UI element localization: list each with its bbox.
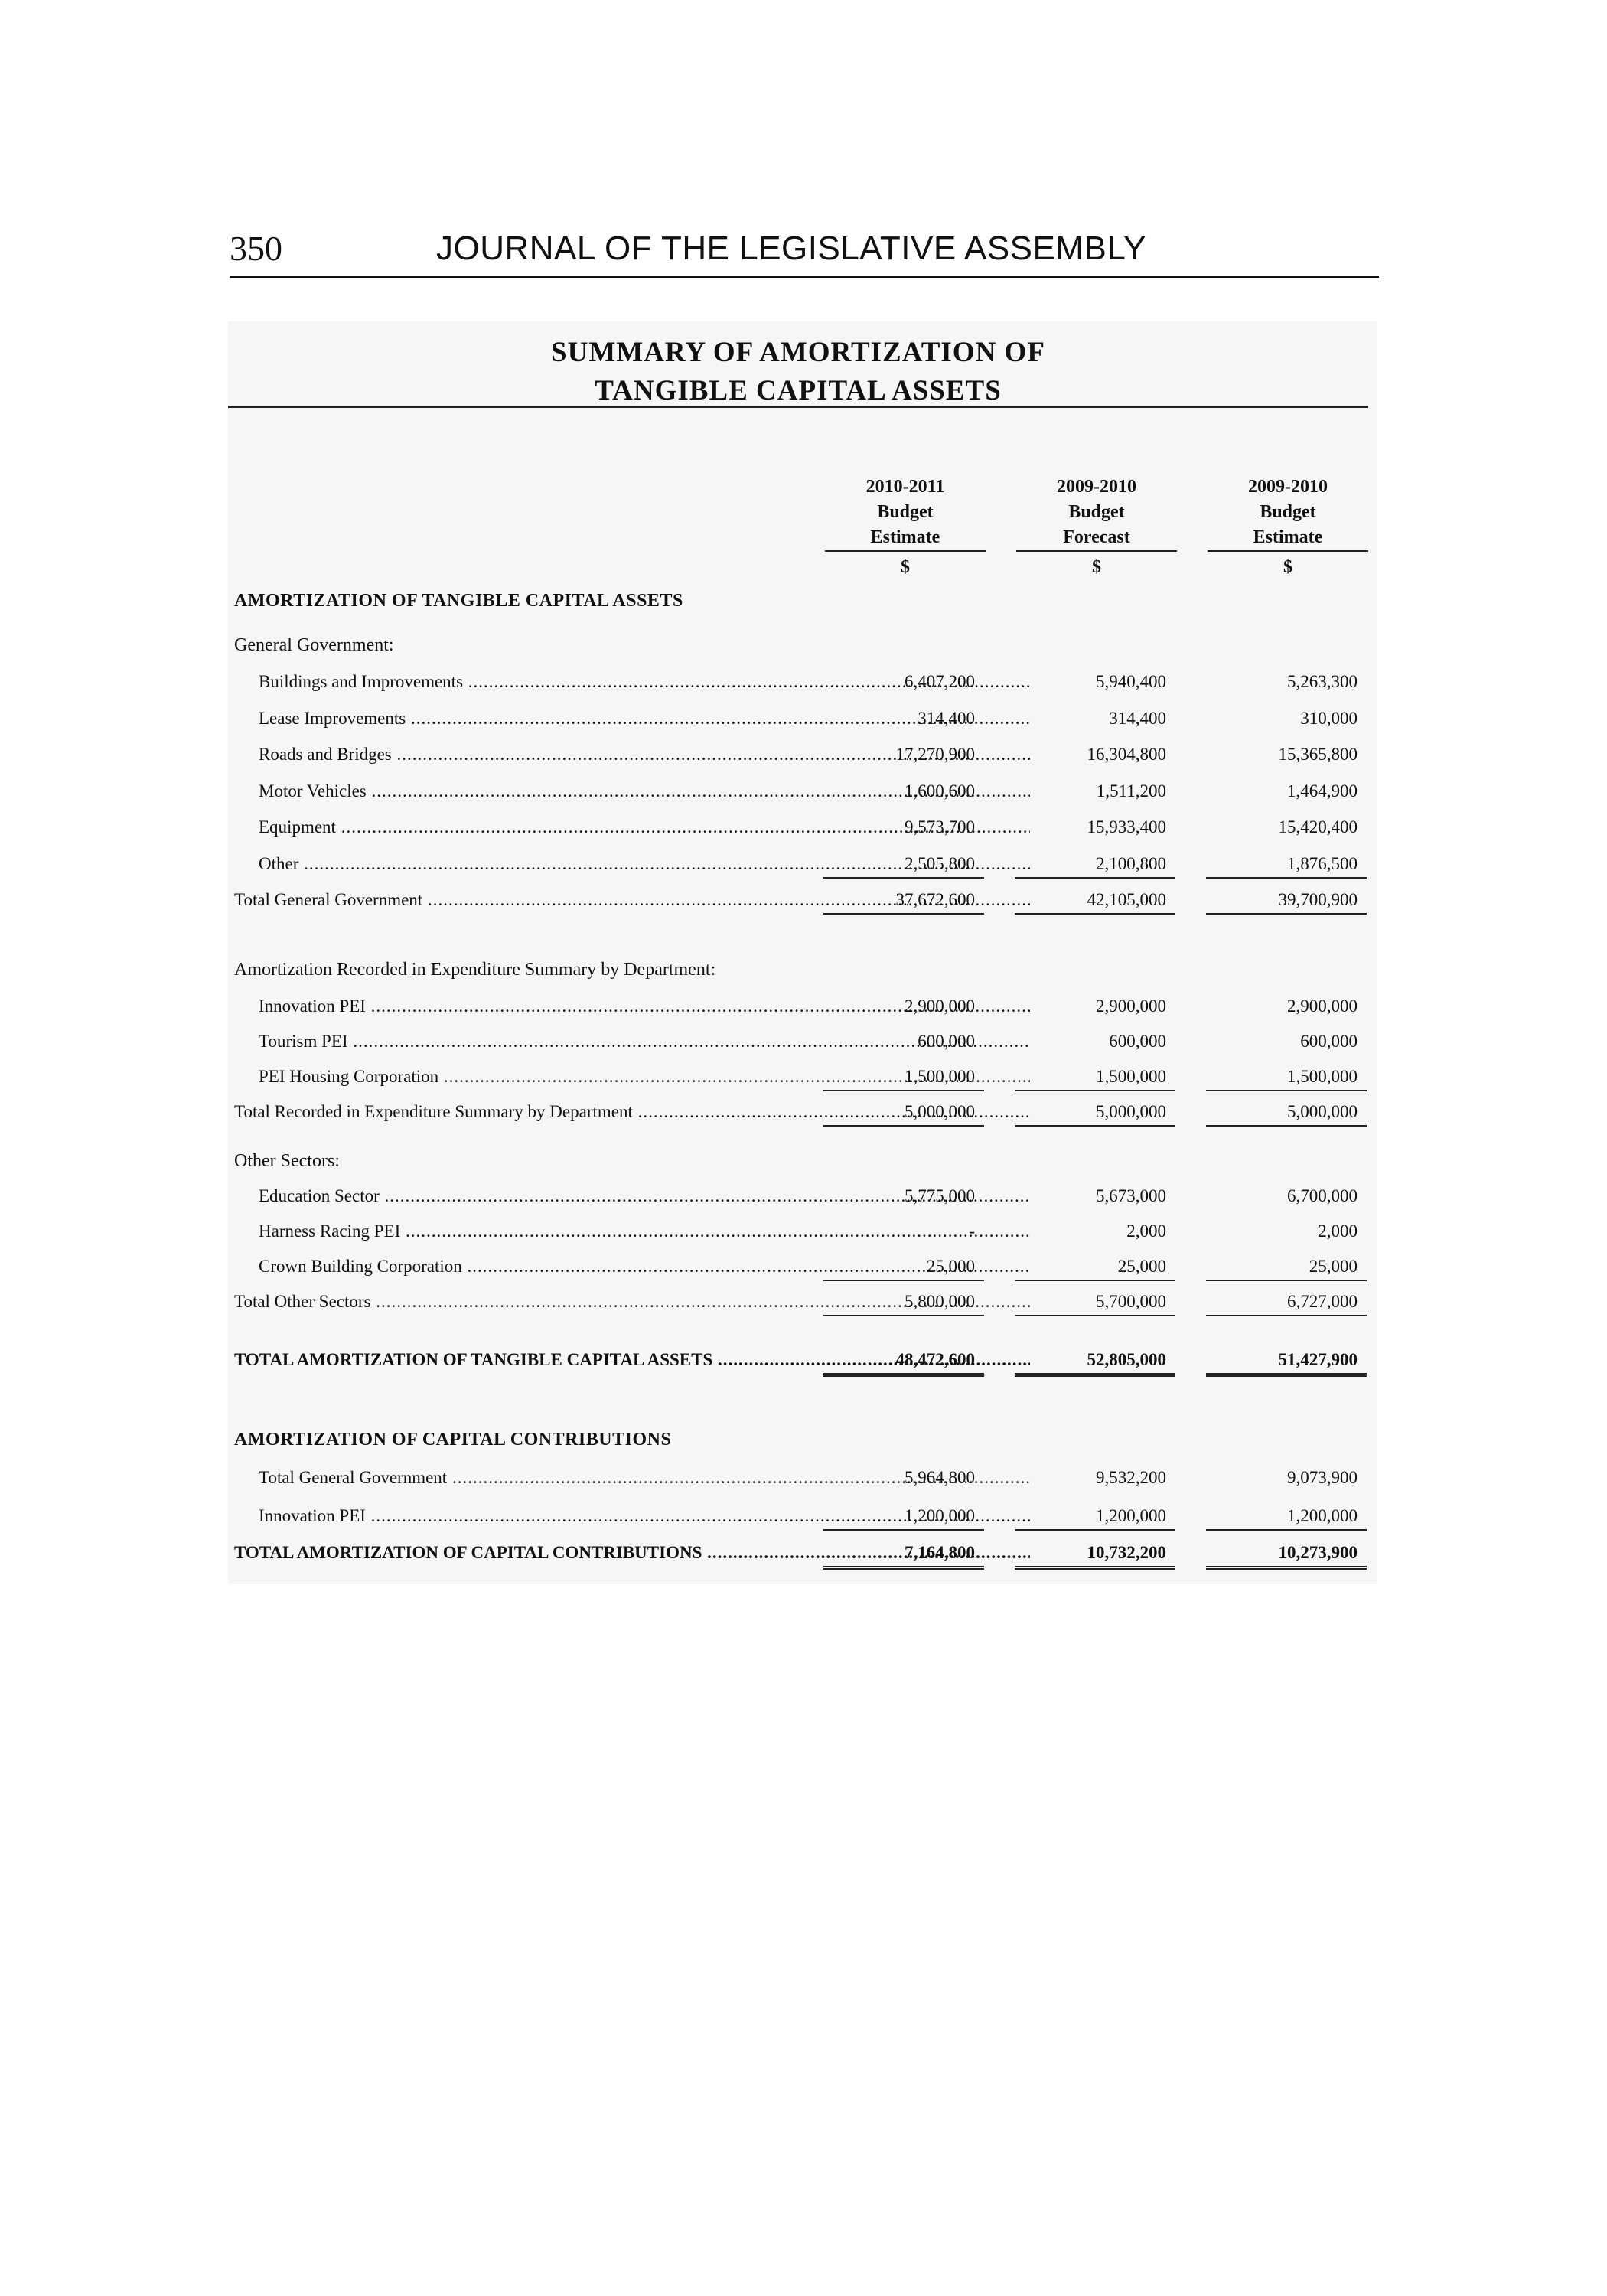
table-row — [228, 706, 1377, 732]
table-row-grand-total-tca — [228, 1347, 1377, 1373]
row-label: Roads and Bridges ..... — [259, 742, 1030, 768]
table-row — [228, 1029, 1377, 1055]
row-value-2009-2010-forecast: 1,511,200 — [1096, 781, 1166, 801]
row-value-2009-2010-estimate: 2,000 — [1318, 1221, 1358, 1241]
row-label: Crown Building Corporation ..... — [259, 1254, 1030, 1280]
section-heading-other-sectors: Other Sectors: — [234, 1151, 340, 1171]
row-label: Total Other Sectors ..... — [234, 1289, 1030, 1315]
row-value-2009-2010-estimate: 15,420,400 — [1278, 817, 1358, 837]
row-value-2010-2011-estimate: 5,800,000 — [823, 1289, 984, 1316]
row-value-2009-2010-forecast: 2,100,800 — [1015, 851, 1175, 879]
column-kind: Estimate — [1208, 525, 1368, 552]
column-type: Budget — [1260, 502, 1316, 522]
table-row — [228, 993, 1377, 1019]
row-value-2009-2010-estimate: 15,365,800 — [1278, 745, 1358, 764]
row-label: Motor Vehicles ..... — [259, 778, 1030, 804]
section-heading-amortization-cc: AMORTIZATION OF CAPITAL CONTRIBUTIONS — [234, 1430, 672, 1450]
table-row — [228, 1503, 1377, 1529]
row-value-2009-2010-estimate: 1,200,000 — [1206, 1503, 1367, 1531]
column-header-2009-2010-forecast — [1016, 475, 1177, 580]
column-type: Budget — [1068, 502, 1125, 522]
column-kind: Estimate — [825, 525, 986, 552]
row-value-2009-2010-forecast: 2,000 — [1126, 1221, 1166, 1241]
row-value-2010-2011-estimate: 1,200,000 — [823, 1503, 984, 1531]
row-label: Innovation PEI ..... — [259, 993, 1030, 1019]
row-value-2010-2011-estimate: 37,672,600 — [823, 887, 984, 915]
row-value-2009-2010-estimate: 9,073,900 — [1287, 1468, 1358, 1487]
row-value-2009-2010-forecast: 2,900,000 — [1096, 996, 1166, 1016]
column-kind: Forecast — [1016, 525, 1177, 552]
column-year: 2009-2010 — [1057, 477, 1136, 497]
row-value-2009-2010-estimate: 5,000,000 — [1206, 1099, 1367, 1127]
column-currency: $ — [901, 557, 910, 577]
page-number: 350 — [230, 229, 282, 268]
table-row-total — [228, 1289, 1377, 1315]
row-value-2010-2011-estimate: 2,900,000 — [905, 996, 975, 1016]
row-value-2009-2010-forecast: 1,500,000 — [1015, 1064, 1175, 1091]
journal-title: JOURNAL OF THE LEGISLATIVE ASSEMBLY — [436, 230, 1146, 267]
row-label: Harness Racing PEI ..... — [259, 1218, 1030, 1244]
column-header-2010-2011-estimate — [825, 475, 986, 580]
row-value-2009-2010-estimate: 25,000 — [1206, 1254, 1367, 1281]
row-value-2009-2010-forecast: 25,000 — [1015, 1254, 1175, 1281]
section-heading-amortization-tca: AMORTIZATION OF TANGIBLE CAPITAL ASSETS — [234, 591, 683, 611]
row-value-2009-2010-forecast: 52,805,000 — [1015, 1347, 1175, 1377]
row-value-2010-2011-estimate: 314,400 — [918, 709, 975, 728]
row-value-2009-2010-estimate: 1,464,900 — [1287, 781, 1358, 801]
row-value-2010-2011-estimate: 17,270,900 — [895, 745, 975, 764]
row-value-2010-2011-estimate: 5,000,000 — [823, 1099, 984, 1127]
row-label: TOTAL AMORTIZATION OF CAPITAL CONTRIBUTIONS ..... — [234, 1540, 1030, 1566]
row-value-2009-2010-forecast: 10,732,200 — [1015, 1540, 1175, 1570]
table-row-total — [228, 887, 1377, 913]
row-value-2009-2010-estimate: 1,876,500 — [1206, 851, 1367, 879]
row-value-2010-2011-estimate: 5,964,800 — [905, 1468, 975, 1487]
document-title — [228, 334, 1368, 410]
row-label: Equipment ..... — [259, 814, 1030, 840]
row-value-2009-2010-estimate: 600,000 — [1300, 1032, 1358, 1051]
column-year: 2009-2010 — [1248, 477, 1328, 497]
row-label: Total General Government ..... — [234, 887, 1030, 913]
amortization-summary-table — [228, 321, 1377, 1584]
table-row — [228, 778, 1377, 804]
table-row-grand-total-cc — [228, 1540, 1377, 1566]
row-label: TOTAL AMORTIZATION OF TANGIBLE CAPITAL ASSETS ..... — [234, 1347, 1030, 1373]
column-header-2009-2010-estimate — [1208, 475, 1368, 580]
row-label: Tourism PEI ..... — [259, 1029, 1030, 1055]
section-heading-general-government: General Government: — [234, 635, 394, 655]
row-value-2009-2010-forecast: 5,700,000 — [1015, 1289, 1175, 1316]
table-row — [228, 1465, 1377, 1491]
row-value-2009-2010-forecast: 42,105,000 — [1015, 887, 1175, 915]
table-row — [228, 1064, 1377, 1090]
row-label: Education Sector ..... — [259, 1183, 1030, 1209]
section-heading-recorded-by-department: Amortization Recorded in Expenditure Summary by Department: — [234, 960, 716, 980]
table-row — [228, 1218, 1377, 1244]
row-value-2010-2011-estimate: 1,500,000 — [823, 1064, 984, 1091]
row-value-2010-2011-estimate: 9,573,700 — [905, 817, 975, 837]
row-label: Total Recorded in Expenditure Summary by Department ..... — [234, 1099, 1030, 1125]
column-currency: $ — [1092, 557, 1101, 577]
row-label: Buildings and Improvements ..... — [259, 669, 1030, 695]
column-currency: $ — [1283, 557, 1292, 577]
table-row — [228, 814, 1377, 840]
row-label: PEI Housing Corporation ..... — [259, 1064, 1030, 1090]
row-value-2009-2010-estimate: 1,500,000 — [1206, 1064, 1367, 1091]
row-value-2009-2010-estimate: 6,727,000 — [1206, 1289, 1367, 1316]
row-value-2010-2011-estimate: 25,000 — [823, 1254, 984, 1281]
row-value-2009-2010-estimate: 51,427,900 — [1206, 1347, 1367, 1377]
row-value-2010-2011-estimate: 1,600,600 — [905, 781, 975, 801]
row-value-2009-2010-forecast: 5,940,400 — [1096, 672, 1166, 691]
table-row — [228, 1183, 1377, 1209]
row-value-2009-2010-forecast: 314,400 — [1109, 709, 1166, 728]
row-value-2009-2010-estimate: 39,700,900 — [1206, 887, 1367, 915]
row-value-2009-2010-estimate: 310,000 — [1300, 709, 1358, 728]
row-value-2009-2010-forecast: 15,933,400 — [1087, 817, 1166, 837]
row-value-2009-2010-forecast: 5,673,000 — [1096, 1186, 1166, 1205]
row-value-2009-2010-forecast: 1,200,000 — [1015, 1503, 1175, 1531]
document-title-line-1: SUMMARY OF AMORTIZATION OF — [551, 337, 1045, 368]
row-value-2010-2011-estimate: 6,407,200 — [905, 672, 975, 691]
row-value-2009-2010-forecast: 16,304,800 — [1087, 745, 1166, 764]
row-label: Lease Improvements ..... — [259, 706, 1030, 732]
row-value-2010-2011-estimate: 7,164,800 — [823, 1540, 984, 1570]
column-type: Budget — [877, 502, 934, 522]
table-row — [228, 851, 1377, 877]
row-label: Total General Government ..... — [259, 1465, 1030, 1491]
table-row — [228, 669, 1377, 695]
document-title-line-2: TANGIBLE CAPITAL ASSETS — [595, 375, 1002, 406]
row-value-2010-2011-estimate: - — [969, 1221, 975, 1241]
row-label: Innovation PEI ..... — [259, 1503, 1030, 1529]
row-value-2010-2011-estimate: 600,000 — [918, 1032, 975, 1051]
table-row — [228, 742, 1377, 768]
row-value-2009-2010-estimate: 6,700,000 — [1287, 1186, 1358, 1205]
title-rule — [228, 406, 1368, 408]
page-header — [230, 227, 1379, 278]
row-value-2009-2010-estimate: 10,273,900 — [1206, 1540, 1367, 1570]
column-year: 2010-2011 — [865, 477, 945, 497]
row-label: Other ..... — [259, 851, 1030, 877]
table-row — [228, 1254, 1377, 1280]
row-value-2009-2010-forecast: 600,000 — [1109, 1032, 1166, 1051]
row-value-2010-2011-estimate: 2,505,800 — [823, 851, 984, 879]
table-row-total — [228, 1099, 1377, 1125]
row-value-2010-2011-estimate: 5,775,000 — [905, 1186, 975, 1205]
row-value-2009-2010-forecast: 9,532,200 — [1096, 1468, 1166, 1487]
row-value-2009-2010-estimate: 5,263,300 — [1287, 672, 1358, 691]
row-value-2009-2010-forecast: 5,000,000 — [1015, 1099, 1175, 1127]
row-value-2010-2011-estimate: 48,472,600 — [823, 1347, 984, 1377]
row-value-2009-2010-estimate: 2,900,000 — [1287, 996, 1358, 1016]
